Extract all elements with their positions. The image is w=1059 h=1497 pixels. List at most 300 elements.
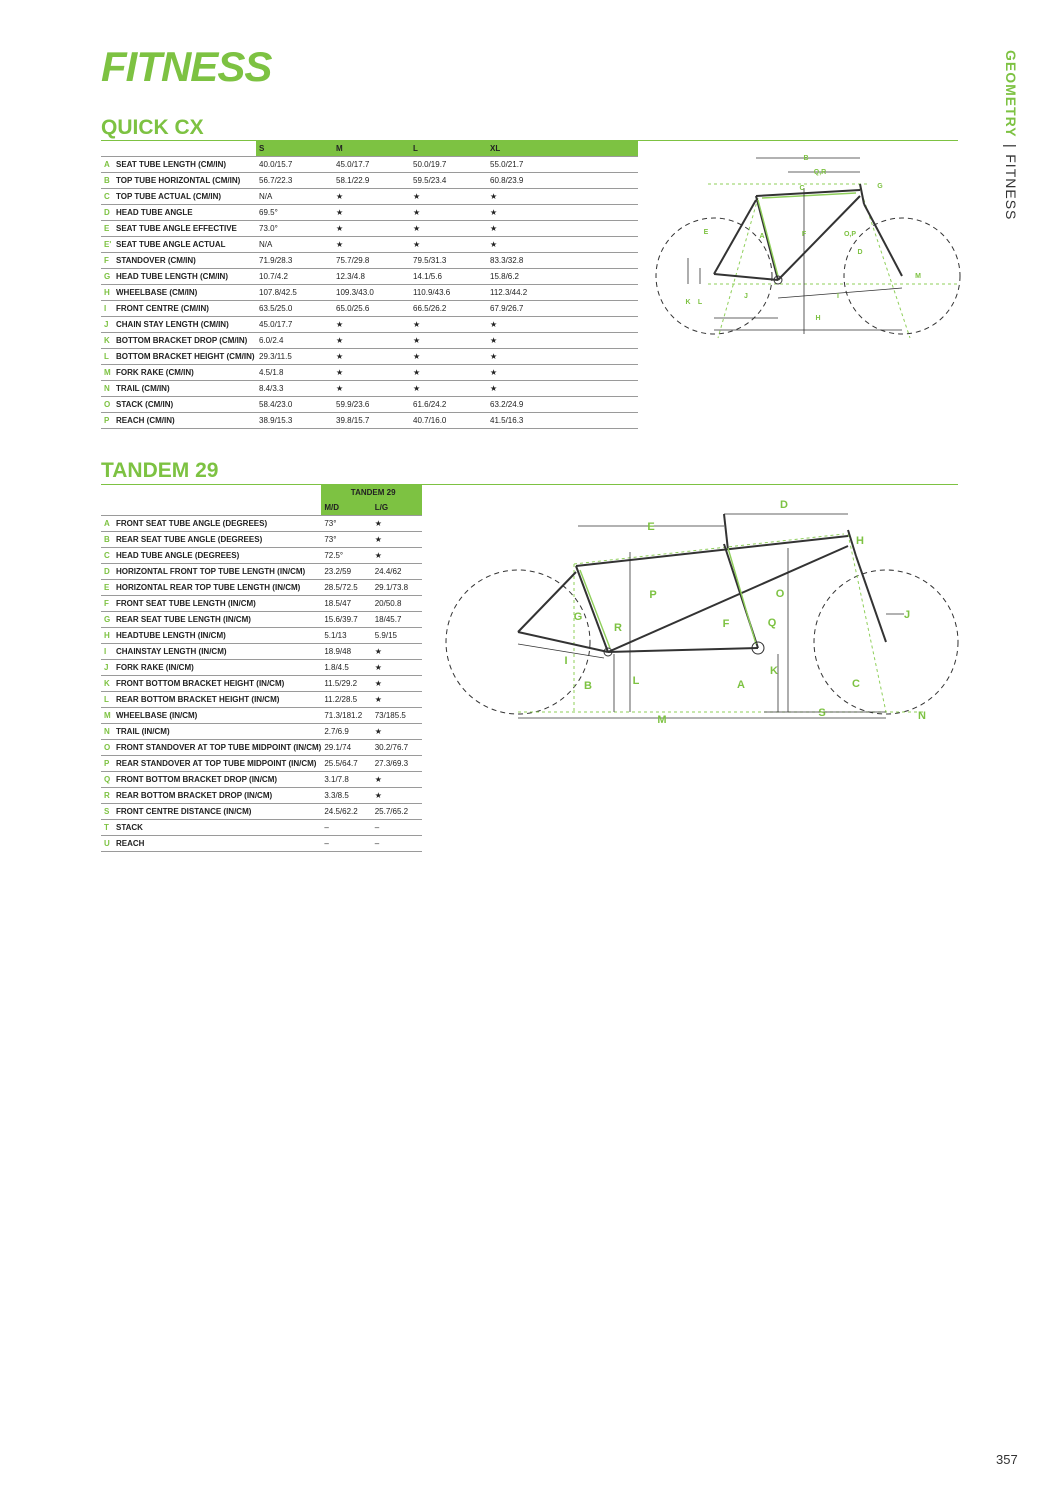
- row-label-text: FRONT SEAT TUBE ANGLE (DEGREES): [116, 519, 268, 528]
- row-label-text: REACH (CM/IN): [116, 416, 175, 425]
- row-value: 8.4/3.3: [256, 381, 333, 397]
- row-value: ★: [487, 205, 638, 221]
- row-value: ★: [333, 365, 410, 381]
- row-value: 73/185.5: [372, 708, 422, 724]
- row-value: 28.5/72.5: [321, 580, 371, 596]
- row-key: O: [104, 743, 111, 752]
- bike-frame: [714, 184, 902, 280]
- front-wheel: [844, 218, 960, 334]
- row-value: ★: [372, 548, 422, 564]
- row-value: 10.7/4.2: [256, 269, 333, 285]
- row-value: 109.3/43.0: [333, 285, 410, 301]
- table-row: [101, 724, 422, 740]
- row-value: ★: [372, 788, 422, 804]
- row-key: K: [104, 336, 110, 345]
- row-label-text: WHEELBASE (IN/CM): [116, 711, 198, 720]
- row-value: 40.0/15.7: [256, 157, 333, 173]
- diagram-label: D: [857, 249, 863, 256]
- row-value: 1.8/4.5: [321, 660, 371, 676]
- row-value: ★: [487, 317, 638, 333]
- table-row: [101, 580, 422, 596]
- diagram-label: A: [759, 233, 765, 240]
- row-value: ★: [333, 221, 410, 237]
- row-value: 3.3/8.5: [321, 788, 371, 804]
- row-value: ★: [410, 189, 487, 205]
- table-row: [101, 564, 422, 580]
- row-value: –: [321, 820, 371, 836]
- row-label: [101, 580, 321, 596]
- row-label: [101, 772, 321, 788]
- row-label: [101, 836, 321, 852]
- row-key: M: [104, 711, 111, 720]
- table-row: [101, 772, 422, 788]
- row-label-text: TOP TUBE ACTUAL (CM/IN): [116, 192, 222, 201]
- table-row: [101, 397, 638, 413]
- row-value: 67.9/26.7: [487, 301, 638, 317]
- row-value: 29.3/11.5: [256, 349, 333, 365]
- row-value: ★: [487, 189, 638, 205]
- row-key: J: [104, 663, 109, 672]
- row-value: 60.8/23.9: [487, 173, 638, 189]
- row-key: R: [104, 791, 110, 800]
- table-row: [101, 189, 638, 205]
- row-value: 45.0/17.7: [256, 317, 333, 333]
- row-value: –: [372, 836, 422, 852]
- table-row: [101, 756, 422, 772]
- diagram-label: H: [815, 315, 821, 322]
- row-value: 112.3/44.2: [487, 285, 638, 301]
- row-label-text: STANDOVER (CM/IN): [116, 256, 196, 265]
- diagram-label: M: [657, 714, 667, 726]
- row-value: 18.9/48: [321, 644, 371, 660]
- row-value: 55.0/21.7: [487, 157, 638, 173]
- table-row: [101, 253, 638, 269]
- row-value: 12.3/4.8: [333, 269, 410, 285]
- row-key: E: [104, 583, 110, 592]
- diagram-label: D: [780, 499, 788, 511]
- row-key: N: [104, 727, 110, 736]
- diagram-label: G: [573, 611, 583, 623]
- table-row: [101, 660, 422, 676]
- row-label-text: REAR SEAT TUBE LENGTH (IN/CM): [116, 615, 251, 624]
- table-row: [101, 317, 638, 333]
- row-value: 107.8/42.5: [256, 285, 333, 301]
- table-row: [101, 596, 422, 612]
- row-value: 2.7/6.9: [321, 724, 371, 740]
- diagram-label: M: [915, 273, 921, 280]
- row-value: 83.3/32.8: [487, 253, 638, 269]
- row-value: ★: [372, 676, 422, 692]
- row-value: 6.0/2.4: [256, 333, 333, 349]
- row-label: [101, 269, 256, 285]
- table-row: [101, 628, 422, 644]
- rear-wheel: [656, 218, 772, 334]
- row-label: [101, 189, 256, 205]
- row-label: [101, 349, 256, 365]
- size-header: L/G: [372, 500, 422, 516]
- row-value: 11.2/28.5: [321, 692, 371, 708]
- row-value: ★: [372, 532, 422, 548]
- row-label-text: FRONT CENTRE DISTANCE (IN/CM): [116, 807, 252, 816]
- row-key: S: [104, 807, 110, 816]
- diagram-label: F: [722, 618, 730, 630]
- row-label-text: FORK RAKE (CM/IN): [116, 368, 194, 377]
- row-value: 23.2/59: [321, 564, 371, 580]
- row-label-text: TRAIL (CM/IN): [116, 384, 170, 393]
- row-label: [101, 644, 321, 660]
- diagram-label: N: [918, 710, 926, 722]
- row-value: ★: [410, 365, 487, 381]
- size-header: XL: [487, 141, 638, 157]
- row-value: 69.5°: [256, 205, 333, 221]
- row-value: 4.5/1.8: [256, 365, 333, 381]
- wheel-outlines: [446, 570, 958, 714]
- row-key: N: [104, 384, 110, 393]
- row-value: 29.1/74: [321, 740, 371, 756]
- row-value: 63.2/24.9: [487, 397, 638, 413]
- row-label-text: CHAIN STAY LENGTH (CM/IN): [116, 320, 229, 329]
- row-label: [101, 596, 321, 612]
- row-label: [101, 740, 321, 756]
- diagram-label: P: [649, 589, 657, 601]
- row-label-text: STACK: [116, 823, 143, 832]
- row-key: B: [104, 176, 110, 185]
- table-row: [101, 836, 422, 852]
- row-value: –: [321, 836, 371, 852]
- row-label-text: FRONT CENTRE (CM/IN): [116, 304, 209, 313]
- row-value: 73°: [321, 516, 371, 532]
- diagram-label: I: [564, 655, 568, 667]
- row-value: ★: [333, 189, 410, 205]
- table-row: [101, 365, 638, 381]
- row-label: [101, 660, 321, 676]
- row-label: [101, 157, 256, 173]
- row-value: 38.9/15.3: [256, 413, 333, 429]
- row-value: ★: [372, 772, 422, 788]
- row-value: 79.5/31.3: [410, 253, 487, 269]
- table-row: [101, 708, 422, 724]
- size-header: L: [410, 141, 487, 157]
- row-label-text: HORIZONTAL FRONT TOP TUBE LENGTH (IN/CM): [116, 567, 306, 576]
- row-key: I: [104, 304, 107, 313]
- row-key: P: [104, 759, 110, 768]
- row-label: [101, 285, 256, 301]
- row-label-text: HEAD TUBE LENGTH (CM/IN): [116, 272, 228, 281]
- row-value: 59.9/23.6: [333, 397, 410, 413]
- diagram-label: K: [770, 665, 778, 677]
- diagram-label: L: [632, 675, 640, 687]
- row-value: ★: [333, 349, 410, 365]
- row-value: ★: [410, 237, 487, 253]
- row-label-text: REAR BOTTOM BRACKET DROP (IN/CM): [116, 791, 273, 800]
- row-value: 41.5/16.3: [487, 413, 638, 429]
- side-section-label: [1003, 50, 1019, 220]
- table-row: [101, 333, 638, 349]
- row-value: 25.5/64.7: [321, 756, 371, 772]
- row-label-text: BOTTOM BRACKET DROP (CM/IN): [116, 336, 248, 345]
- row-key: D: [104, 567, 110, 576]
- tandem-geometry-table: [101, 485, 422, 852]
- row-value: ★: [410, 349, 487, 365]
- row-label-text: SEAT TUBE ANGLE EFFECTIVE: [116, 224, 237, 233]
- row-value: 30.2/76.7: [372, 740, 422, 756]
- row-label: [101, 205, 256, 221]
- row-label-text: HEADTUBE LENGTH (IN/CM): [116, 631, 226, 640]
- row-value: ★: [333, 317, 410, 333]
- row-key: C: [104, 192, 110, 201]
- diagram-label: J: [903, 609, 911, 621]
- diagram-label: H: [856, 535, 864, 547]
- row-label: [101, 564, 321, 580]
- row-label: [101, 532, 321, 548]
- row-label: [101, 788, 321, 804]
- row-label-text: FRONT BOTTOM BRACKET HEIGHT (IN/CM): [116, 679, 285, 688]
- row-label: [101, 516, 321, 532]
- row-value: ★: [372, 660, 422, 676]
- row-value: –: [372, 820, 422, 836]
- row-label: [101, 381, 256, 397]
- table-row: [101, 269, 638, 285]
- row-key: C: [104, 551, 110, 560]
- size-header: S: [256, 141, 333, 157]
- row-label: [101, 333, 256, 349]
- row-key: M: [104, 368, 111, 377]
- row-label: [101, 612, 321, 628]
- row-value: 25.7/65.2: [372, 804, 422, 820]
- row-key: L: [104, 695, 109, 704]
- table-row: [101, 788, 422, 804]
- row-value: ★: [333, 205, 410, 221]
- row-label-text: BOTTOM BRACKET HEIGHT (CM/IN): [116, 352, 255, 361]
- side-label-fitness: FITNESS: [1003, 154, 1019, 221]
- diagram-label: O: [775, 588, 785, 600]
- diagram-label: O,P: [843, 231, 857, 238]
- row-key: J: [104, 320, 109, 329]
- tandem-group-header: TANDEM 29: [321, 485, 422, 500]
- row-key: T: [104, 823, 109, 832]
- row-value: ★: [487, 221, 638, 237]
- side-label-divider: |: [1003, 143, 1019, 149]
- diagram-label: S: [818, 707, 826, 719]
- row-label: [101, 820, 321, 836]
- row-label: [101, 301, 256, 317]
- row-label: [101, 676, 321, 692]
- table-row: [101, 676, 422, 692]
- row-value: 40.7/16.0: [410, 413, 487, 429]
- row-label-text: FRONT SEAT TUBE LENGTH (IN/CM): [116, 599, 256, 608]
- row-value: ★: [372, 692, 422, 708]
- row-value: ★: [487, 333, 638, 349]
- row-value: ★: [333, 333, 410, 349]
- table-row: [101, 173, 638, 189]
- row-label: [101, 173, 256, 189]
- row-label: [101, 317, 256, 333]
- row-value: 65.0/25.6: [333, 301, 410, 317]
- diagram-label: R: [614, 622, 622, 634]
- row-key: L: [104, 352, 109, 361]
- row-label-text: FRONT STANDOVER AT TOP TUBE MIDPOINT (IN/CM): [116, 743, 322, 752]
- row-label: [101, 237, 256, 253]
- diagram-label: I: [837, 293, 839, 300]
- row-value: ★: [410, 205, 487, 221]
- row-label: [101, 397, 256, 413]
- row-value: ★: [410, 317, 487, 333]
- top-guide-line: [574, 534, 844, 564]
- row-label-text: REAR BOTTOM BRACKET HEIGHT (IN/CM): [116, 695, 280, 704]
- row-value: ★: [487, 237, 638, 253]
- table-row: [101, 157, 638, 173]
- table-row: [101, 692, 422, 708]
- row-label-text: HORIZONTAL REAR TOP TUBE LENGTH (IN/CM): [116, 583, 301, 592]
- row-label-text: HEAD TUBE ANGLE: [116, 208, 193, 217]
- diagram-label: G: [877, 183, 883, 190]
- row-value: ★: [333, 237, 410, 253]
- row-value: ★: [410, 221, 487, 237]
- row-label-text: TOP TUBE HORIZONTAL (CM/IN): [116, 176, 241, 185]
- diagram-label: K: [685, 299, 691, 306]
- table-row: [101, 532, 422, 548]
- diagram-label: E: [703, 229, 709, 236]
- row-key: H: [104, 288, 110, 297]
- row-value: 72.5°: [321, 548, 371, 564]
- row-key: A: [104, 160, 110, 169]
- row-label: [101, 708, 321, 724]
- diagram-label: L: [697, 299, 703, 306]
- row-label: [101, 628, 321, 644]
- row-label-text: TRAIL (IN/CM): [116, 727, 170, 736]
- row-value: 75.7/29.8: [333, 253, 410, 269]
- page-number: 357: [996, 1452, 1018, 1467]
- row-value: ★: [333, 381, 410, 397]
- row-value: 71.3/181.2: [321, 708, 371, 724]
- row-value: 50.0/19.7: [410, 157, 487, 173]
- row-value: 110.9/43.6: [410, 285, 487, 301]
- quick-cx-geometry-diagram: [648, 148, 964, 340]
- table-row: [101, 804, 422, 820]
- row-value: 15.8/6.2: [487, 269, 638, 285]
- row-value: 15.6/39.7: [321, 612, 371, 628]
- row-label-text: SEAT TUBE ANGLE ACTUAL: [116, 240, 226, 249]
- diagram-label: Q,R: [813, 169, 827, 176]
- row-key: H: [104, 631, 110, 640]
- quick-cx-geometry-table: [101, 141, 638, 429]
- tandem-geometry-diagram: [444, 494, 964, 730]
- side-label-geometry: GEOMETRY: [1003, 50, 1019, 138]
- row-value: ★: [372, 516, 422, 532]
- row-label: [101, 253, 256, 269]
- table-row: [101, 740, 422, 756]
- row-label: [101, 756, 321, 772]
- table-row: [101, 381, 638, 397]
- row-value: N/A: [256, 237, 333, 253]
- rear-wheel: [446, 570, 590, 714]
- size-header: M: [333, 141, 410, 157]
- diagram-label: C: [852, 678, 860, 690]
- size-header: M/D: [321, 500, 371, 516]
- row-value: 45.0/17.7: [333, 157, 410, 173]
- row-value: 73.0°: [256, 221, 333, 237]
- table-row: [101, 349, 638, 365]
- row-key: G: [104, 615, 111, 624]
- row-value: 11.5/29.2: [321, 676, 371, 692]
- row-value: 20/50.8: [372, 596, 422, 612]
- row-value: 56.7/22.3: [256, 173, 333, 189]
- row-value: 59.5/23.4: [410, 173, 487, 189]
- row-key: E: [104, 224, 110, 233]
- row-label: [101, 804, 321, 820]
- row-key: P: [104, 416, 110, 425]
- row-label: [101, 365, 256, 381]
- row-key: E': [104, 240, 112, 249]
- table-row: [101, 644, 422, 660]
- table-row: [101, 301, 638, 317]
- diagram-label: E: [647, 521, 655, 533]
- quick-cx-title: QUICK CX: [101, 116, 204, 139]
- row-value: 18.5/47: [321, 596, 371, 612]
- row-key: O: [104, 400, 111, 409]
- table-row: [101, 548, 422, 564]
- table-row: [101, 820, 422, 836]
- row-label-text: FORK RAKE (IN/CM): [116, 663, 194, 672]
- row-value: 24.4/62: [372, 564, 422, 580]
- row-value: N/A: [256, 189, 333, 205]
- diagram-label: C: [799, 185, 805, 192]
- row-value: 73°: [321, 532, 371, 548]
- row-value: ★: [372, 644, 422, 660]
- diagram-label: A: [737, 679, 745, 691]
- row-value: 58.4/23.0: [256, 397, 333, 413]
- table-row: [101, 285, 638, 301]
- table-header-blank: [101, 141, 256, 157]
- row-label: [101, 548, 321, 564]
- table-row: [101, 612, 422, 628]
- row-value: 39.8/15.7: [333, 413, 410, 429]
- row-value: ★: [410, 381, 487, 397]
- row-key: A: [104, 519, 110, 528]
- row-label-text: FRONT BOTTOM BRACKET DROP (IN/CM): [116, 775, 278, 784]
- tandem-title: TANDEM 29: [101, 459, 219, 482]
- table-row: [101, 413, 638, 429]
- row-value: ★: [487, 365, 638, 381]
- row-label-text: REAR STANDOVER AT TOP TUBE MIDPOINT (IN/CM): [116, 759, 317, 768]
- row-key: D: [104, 208, 110, 217]
- table-header-blank: [101, 500, 321, 516]
- row-label: [101, 692, 321, 708]
- row-value: 3.1/7.8: [321, 772, 371, 788]
- row-value: 5.9/15: [372, 628, 422, 644]
- table-row: [101, 205, 638, 221]
- row-label: [101, 221, 256, 237]
- diagram-label: B: [803, 155, 809, 162]
- row-value: 63.5/25.0: [256, 301, 333, 317]
- row-value: ★: [410, 333, 487, 349]
- row-key: F: [104, 256, 109, 265]
- row-label-text: SEAT TUBE LENGTH (CM/IN): [116, 160, 227, 169]
- row-key: U: [104, 839, 110, 848]
- row-key: K: [104, 679, 110, 688]
- diagram-label: F: [801, 231, 807, 238]
- row-label-text: REAR SEAT TUBE ANGLE (DEGREES): [116, 535, 263, 544]
- row-label-text: WHEELBASE (CM/IN): [116, 288, 198, 297]
- row-label-text: HEAD TUBE ANGLE (DEGREES): [116, 551, 240, 560]
- row-value: 58.1/22.9: [333, 173, 410, 189]
- tandem-frame: [518, 514, 886, 652]
- row-label-text: REACH: [116, 839, 145, 848]
- row-key: B: [104, 535, 110, 544]
- diagram-label: J: [744, 293, 748, 300]
- row-value: 66.5/26.2: [410, 301, 487, 317]
- page-title: FITNESS: [101, 43, 272, 90]
